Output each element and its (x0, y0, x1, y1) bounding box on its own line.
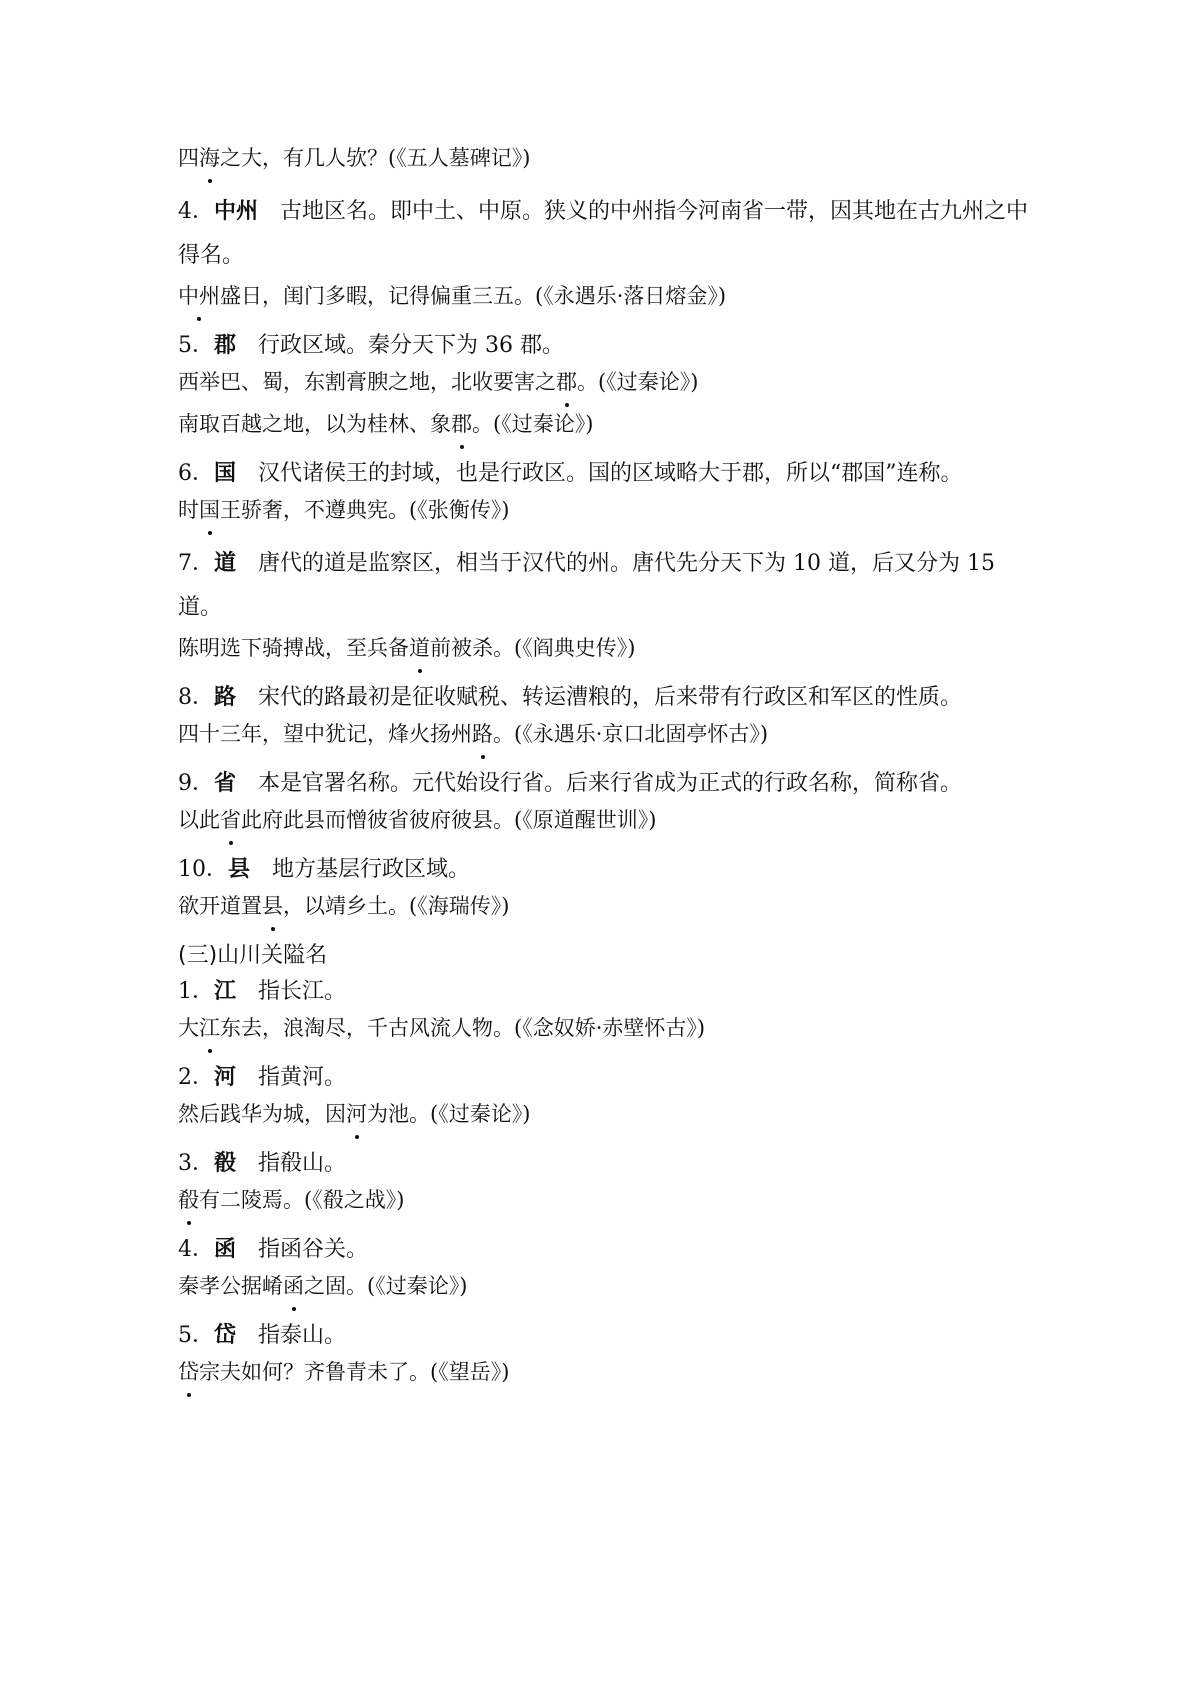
definition-text: 宋代的路最初是征收赋税、转运漕粮的，后来带有行政区和军区的性质。 (258, 685, 963, 710)
quote-text: ，以靖乡土。(《海瑞传》) (283, 894, 510, 918)
quote-text: 时 (178, 498, 199, 522)
term: 中州 (214, 199, 259, 224)
quote-text: 欲开道置 (178, 894, 262, 918)
quote-line (178, 888, 1038, 924)
term: 岱 (214, 1323, 237, 1348)
quote-text: 有二陵焉。(《殽之战》) (199, 1188, 405, 1212)
quote-text: 然后践华为城，因 (178, 1102, 346, 1126)
emphasis-char: 省 (220, 802, 241, 838)
quote-line (178, 630, 1038, 666)
quote-text: 王骄奢，不遵典宪。(《张衡传》) (220, 498, 510, 522)
item-number: 6． (178, 461, 214, 486)
quote-line (178, 716, 1038, 752)
item-number: 10． (178, 857, 228, 882)
quote-line (178, 406, 1038, 442)
definition-text: 本是官署名称。元代始设行省。后来行省成为正式的行政名称，简称省。 (258, 771, 963, 796)
document-content (178, 140, 1038, 1404)
term: 殽 (214, 1151, 237, 1176)
definition-item (178, 680, 1038, 716)
definition-item (178, 542, 1038, 630)
definition-text: 指长江。 (258, 979, 347, 1004)
term: 省 (214, 771, 237, 796)
quote-text: 以此 (178, 808, 220, 832)
quote-line (178, 492, 1038, 528)
quote-text: 盛日，闺门多暇，记得偏重三五。(《永遇乐·落日熔金》) (220, 284, 727, 308)
definition-item (178, 852, 1038, 888)
definition-item (178, 456, 1038, 492)
section-heading: (三)山川关隘名 (178, 943, 328, 968)
emphasis-char: 河 (346, 1096, 367, 1132)
term: 江 (214, 979, 237, 1004)
item-number: 4． (178, 199, 214, 224)
quote-text: 四十三年，望中犹记，烽火扬州 (178, 722, 472, 746)
quote-line (178, 364, 1038, 400)
emphasis-char: 郡 (451, 406, 472, 442)
emphasis-char: 县 (262, 888, 283, 924)
quote-line (178, 1354, 1038, 1390)
definition-text: 指殽山。 (258, 1151, 347, 1176)
emphasis-char: 路 (472, 716, 493, 752)
emphasis-char: 郡 (556, 364, 577, 400)
quote-text: 南取百越之地，以为桂林、象 (178, 412, 451, 436)
quote-text: 大 (178, 1016, 199, 1040)
item-number: 4． (178, 1237, 214, 1262)
quote-text: 之大，有几人欤？(《五人墓碑记》) (220, 146, 531, 170)
item-number: 5． (178, 1323, 214, 1348)
quote-line (178, 140, 1038, 176)
definition-text: 地方基层行政区域。 (272, 857, 471, 882)
term: 河 (214, 1065, 237, 1090)
definition-text: 指泰山。 (258, 1323, 347, 1348)
emphasis-char: 岱 (178, 1354, 199, 1390)
quote-text: 此府此县而憎彼省彼府彼县。(《原道醒世训》) (241, 808, 657, 832)
quote-text: 。(《永遇乐·京口北固亭怀古》) (493, 722, 769, 746)
quote-text: 东去，浪淘尽，千古风流人物。(《念奴娇·赤壁怀古》) (220, 1016, 706, 1040)
definition-item (178, 1232, 1038, 1268)
emphasis-char: 海 (199, 140, 220, 176)
item-number: 1． (178, 979, 214, 1004)
quote-text: 四 (178, 146, 199, 170)
emphasis-char: 江 (199, 1010, 220, 1046)
definition-item (178, 974, 1038, 1010)
item-number: 2． (178, 1065, 214, 1090)
definition-text: 指函谷关。 (258, 1237, 369, 1262)
quote-line (178, 1096, 1038, 1132)
quote-text: 西举巴、蜀，东割膏腴之地，北收要害之 (178, 370, 556, 394)
definition-text: 指黄河。 (258, 1065, 347, 1090)
quote-text: 。(《过秦论》) (472, 412, 594, 436)
quote-line (178, 1268, 1038, 1304)
term: 郡 (214, 333, 237, 358)
item-number: 5． (178, 333, 214, 358)
quote-text: 陈明选下骑搏战，至兵备 (178, 636, 409, 660)
quote-text: 之固。(《过秦论》) (304, 1274, 468, 1298)
emphasis-char: 函 (283, 1268, 304, 1304)
term: 国 (214, 461, 237, 486)
definition-item (178, 766, 1038, 802)
definition-text: 行政区域。秦分天下为 36 郡。 (258, 333, 564, 358)
quote-line (178, 1010, 1038, 1046)
item-number: 7． (178, 551, 214, 576)
item-number: 9． (178, 771, 214, 796)
definition-text: 汉代诸侯王的封域，也是行政区。国的区域略大于郡，所以“郡国”连称。 (258, 461, 963, 486)
quote-text: 前被杀。(《阎典史传》) (430, 636, 636, 660)
definition-item (178, 1060, 1038, 1096)
definition-text: 唐代的道是监察区，相当于汉代的州。唐代先分天下为 10 道，后又分为 15 道。 (178, 551, 995, 620)
quote-text: 。(《过秦论》) (577, 370, 699, 394)
quote-line (178, 802, 1038, 838)
emphasis-char: 殽 (178, 1182, 199, 1218)
term: 路 (214, 685, 237, 710)
definition-item (178, 328, 1038, 364)
term: 县 (228, 857, 251, 882)
definition-text: 古地区名。即中土、中原。狭义的中州指今河南省一带，因其地在古九州之中得名。 (178, 199, 1029, 268)
definition-item (178, 1318, 1038, 1354)
term: 道 (214, 551, 237, 576)
quote-text: 秦孝公据崤 (178, 1274, 283, 1298)
emphasis-char: 道 (409, 630, 430, 666)
item-number: 3． (178, 1151, 214, 1176)
quote-line (178, 278, 1038, 314)
emphasis-char: 中州 (178, 278, 220, 314)
quote-text: 宗夫如何？齐鲁青未了。(《望岳》) (199, 1360, 510, 1384)
definition-item (178, 190, 1038, 278)
term: 函 (214, 1237, 237, 1262)
quote-text: 为池。(《过秦论》) (367, 1102, 531, 1126)
item-number: 8． (178, 685, 214, 710)
emphasis-char: 国 (199, 492, 220, 528)
quote-line (178, 1182, 1038, 1218)
definition-item (178, 1146, 1038, 1182)
